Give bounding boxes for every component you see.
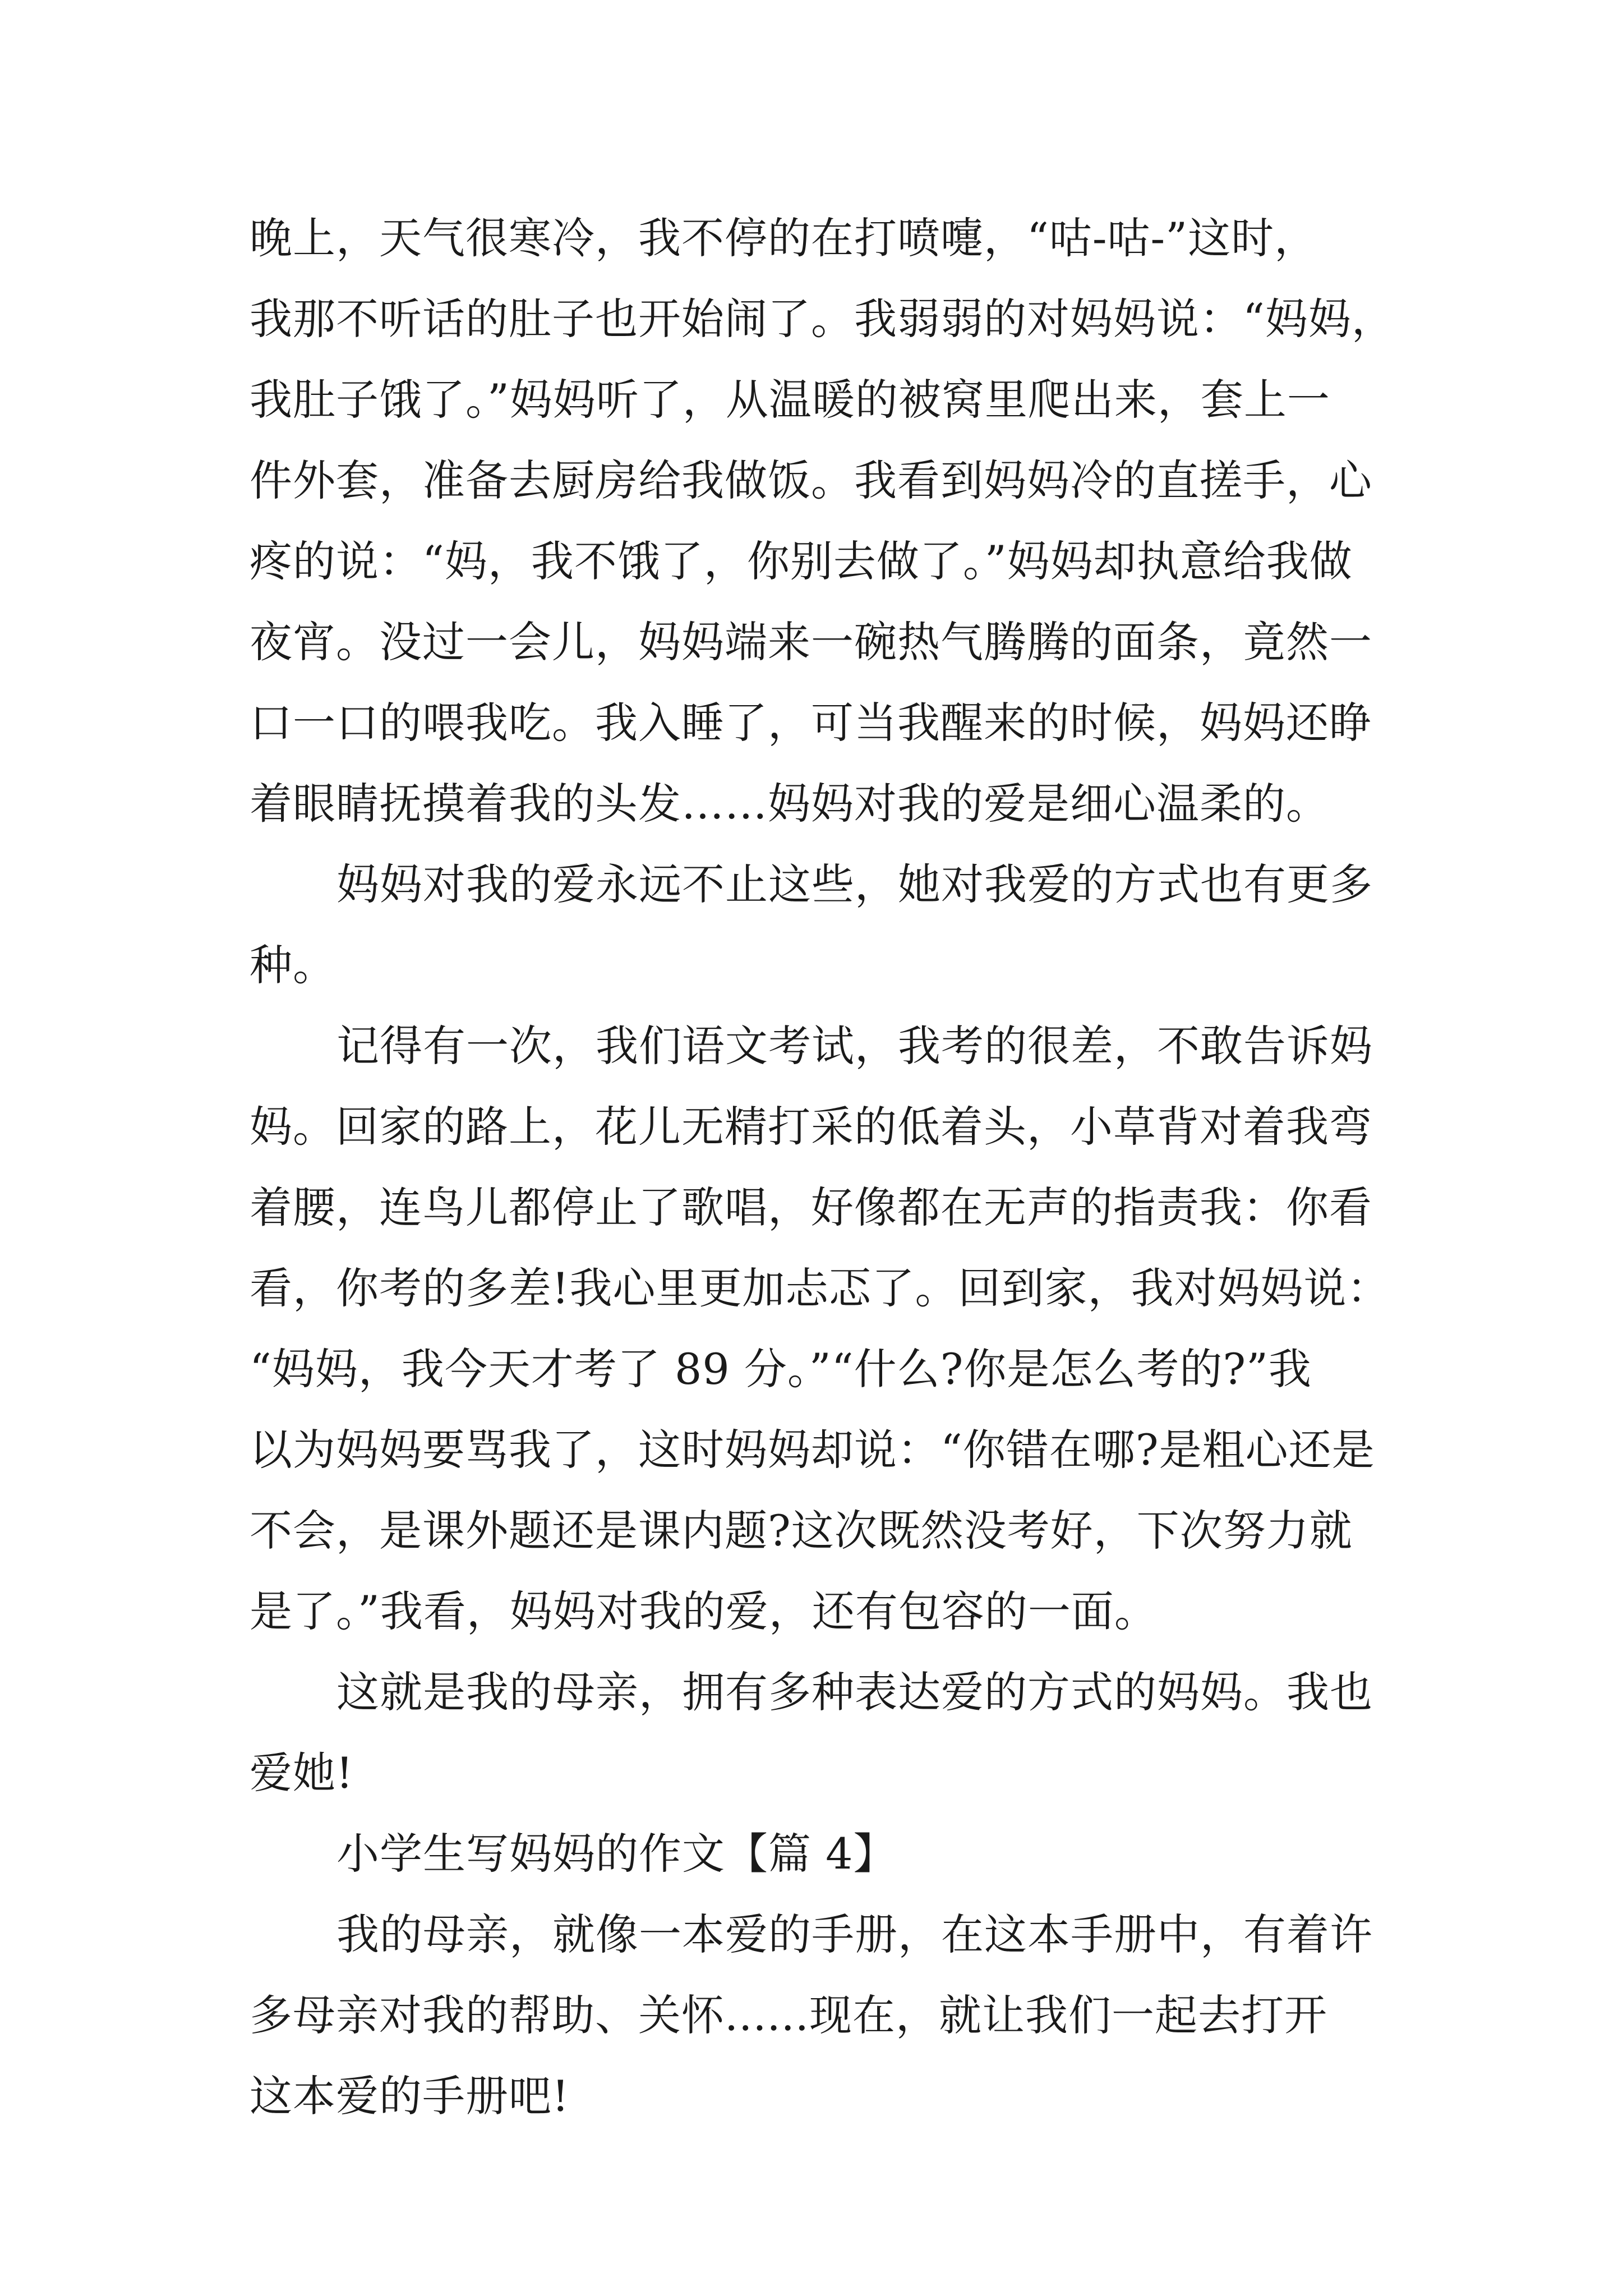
section-heading: 小学生写妈妈的作文【篇 4】	[336, 1829, 897, 1879]
text-line: 我那不听话的肚子也开始闹了。我弱弱的对妈妈说：“妈妈，	[250, 294, 1395, 344]
text-line: 口一口的喂我吃。我入睡了，可当我醒来的时候，妈妈还睁	[250, 698, 1372, 748]
text-line: 这本爱的手册吧!	[250, 2071, 570, 2121]
text-line: 疼的说：“妈，我不饿了，你别去做了。”妈妈却执意给我做	[250, 536, 1353, 586]
text-line: 看，你考的多差!我心里更加忐忑了。回到家，我对妈妈说：	[250, 1263, 1390, 1313]
text-line: 妈。回家的路上，花儿无精打采的低着头，小草背对着我弯	[250, 1102, 1372, 1152]
text-line: 晚上，天气很寒冷，我不停的在打喷嚏，“咕-咕-”这时，	[250, 213, 1318, 263]
text-line: 是了。”我看，妈妈对我的爱，还有包容的一面。	[250, 1586, 1158, 1636]
text-line: 夜宵。没过一会儿，妈妈端来一碗热气腾腾的面条，竟然一	[250, 617, 1372, 667]
paragraph-start-line: 这就是我的母亲，拥有多种表达爱的方式的妈妈。我也	[336, 1667, 1373, 1717]
text-line: “妈妈，我今天才考了 89 分。”“什么?你是怎么考的?”我	[250, 1344, 1312, 1394]
text-line: 件外套，准备去厨房给我做饭。我看到妈妈冷的直搓手，心	[250, 455, 1372, 505]
text-line: 我肚子饿了。”妈妈听了，从温暖的被窝里爬出来，套上一	[250, 375, 1330, 425]
text-line: 种。	[250, 940, 336, 990]
text-line: 爱她!	[250, 1748, 354, 1798]
text-line: 以为妈妈要骂我了，这时妈妈却说：“你错在哪?是粗心还是	[250, 1425, 1375, 1475]
text-line: 多母亲对我的帮助、关怀......现在，就让我们一起去打开	[250, 1990, 1327, 2040]
text-line: 着眼睛抚摸着我的头发……妈妈对我的爱是细心温柔的。	[250, 779, 1329, 829]
paragraph-start-line: 妈妈对我的爱永远不止这些，她对我爱的方式也有更多	[336, 859, 1373, 909]
paragraph-start-line: 记得有一次，我们语文考试，我考的很差，不敢告诉妈	[336, 1021, 1373, 1071]
paragraph-start-line: 我的母亲，就像一本爱的手册，在这本手册中，有着许	[336, 1910, 1373, 1959]
text-line: 着腰，连鸟儿都停止了歌唱，好像都在无声的指责我：你看	[250, 1182, 1372, 1232]
text-line: 不会，是课外题还是课内题?这次既然没考好，下次努力就	[250, 1506, 1353, 1556]
